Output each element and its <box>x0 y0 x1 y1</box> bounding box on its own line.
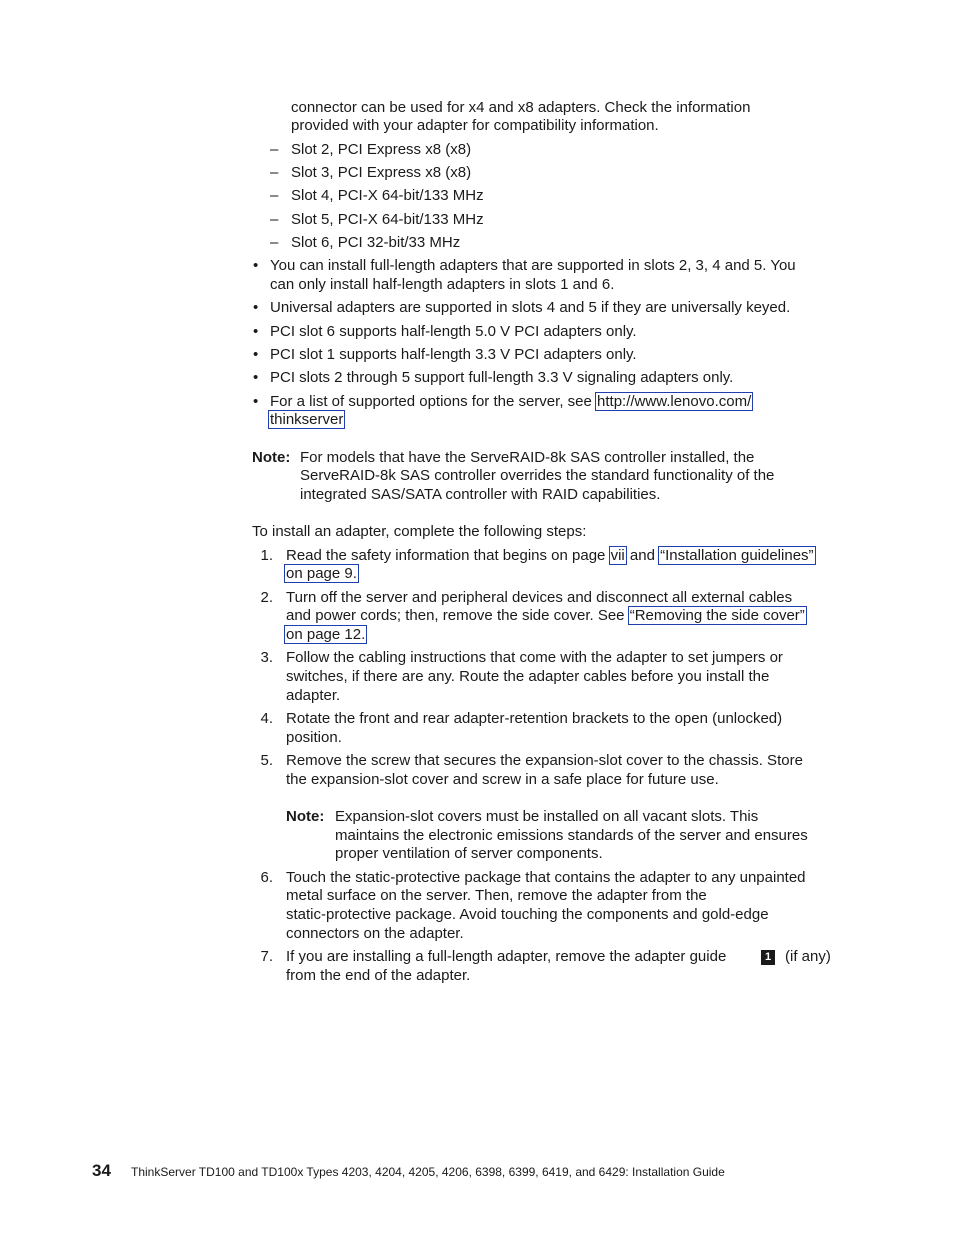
step-text-cont: adapter. <box>286 687 341 704</box>
step-text-cont: metal surface on the server. Then, remove the adapter from the <box>286 887 707 904</box>
slot-item: Slot 3, PCI Express x8 (x8) <box>291 164 472 181</box>
bullet-item: PCI slots 2 through 5 support full-length 3.3 V signaling adapters only. <box>270 369 734 386</box>
callout-number: 1 <box>761 950 775 965</box>
removing-side-cover-page-link[interactable]: on page 12. <box>286 626 366 643</box>
bullet-item: PCI slot 1 supports half-length 3.3 V PCI adapters only. <box>270 346 637 363</box>
step-number: 3. <box>260 649 273 666</box>
bullet-marker: • <box>253 323 259 340</box>
step-text-cont: static-protective package. Avoid touching the components and gold-edge <box>286 906 769 923</box>
note-line: integrated SAS/SATA controller with RAID capabilities. <box>300 486 661 503</box>
bullet-item-cont <box>269 411 344 430</box>
bullet-item-cont: can only install half-length adapters in slots 1 and 6. <box>270 276 615 293</box>
step-number: 7. <box>260 948 273 965</box>
step-text-cont <box>286 607 806 626</box>
note-line: For models that have the ServeRAID-8k SAS controller installed, the <box>300 449 755 466</box>
bullet-marker: • <box>253 393 259 410</box>
note-label: Note: <box>286 808 325 825</box>
step-text: Follow the cabling instructions that come with the adapter to set jumpers or <box>286 649 783 666</box>
bullet-item: Universal adapters are supported in slots 4 and 5 if they are universally keyed. <box>270 299 791 316</box>
note-line: ServeRAID-8k SAS controller overrides the standard functionality of the <box>300 467 775 484</box>
bullet-marker: • <box>253 257 259 274</box>
removing-side-cover-link[interactable]: “Removing the side cover” <box>629 607 805 624</box>
note-line: Expansion-slot covers must be installed on all vacant slots. This <box>335 808 759 825</box>
step-text: If you are installing a full-length adapter, remove the adapter guide <box>286 948 727 965</box>
step-text-cont <box>285 565 358 584</box>
step-number: 2. <box>260 589 273 606</box>
bullet-marker: • <box>253 346 259 363</box>
dash-marker: – <box>270 187 279 204</box>
step-text-part: Read the safety information that begins on page <box>286 547 610 564</box>
step-text-part: and power cords; then, remove the side cover. See <box>286 607 629 624</box>
step-text: Touch the static-protective package that contains the adapter to any unpainted <box>286 869 806 886</box>
bullet-item <box>270 393 752 412</box>
intro-line: provided with your adapter for compatibility information. <box>291 117 659 134</box>
step-text-cont: position. <box>286 729 342 746</box>
safety-page-link[interactable]: vii <box>610 547 625 564</box>
slot-item: Slot 6, PCI 32-bit/33 MHz <box>291 234 461 251</box>
bullet-text: For a list of supported options for the server, see <box>270 393 597 410</box>
dash-marker: – <box>270 234 279 251</box>
step-text-cont: switches, if there are any. Route the adapter cables before you install the <box>286 668 770 685</box>
step-text-cont: from the end of the adapter. <box>286 967 471 984</box>
note-line: proper ventilation of server components. <box>335 845 603 862</box>
slot-item: Slot 5, PCI-X 64-bit/133 MHz <box>291 211 484 228</box>
bullet-item: You can install full-length adapters that are supported in slots 2, 3, 4 and 5. You <box>270 257 796 274</box>
bullet-item: PCI slot 6 supports half-length 5.0 V PCI adapters only. <box>270 323 637 340</box>
note-line: maintains the electronic emissions standards of the server and ensures <box>335 827 808 844</box>
bullet-marker: • <box>253 299 259 316</box>
step-number: 5. <box>260 752 273 769</box>
step-number: 1. <box>260 547 273 564</box>
step-text-cont <box>285 626 366 645</box>
slot-item: Slot 2, PCI Express x8 (x8) <box>291 141 472 158</box>
page-number: 34 <box>92 1161 111 1180</box>
thinkserver-link[interactable]: thinkserver <box>270 411 344 428</box>
dash-marker: – <box>270 211 279 228</box>
slot-item: Slot 4, PCI-X 64-bit/133 MHz <box>291 187 484 204</box>
dash-marker: – <box>270 164 279 181</box>
lenovo-link[interactable]: http://www.lenovo.com/ <box>597 393 752 410</box>
callout-marker <box>761 948 775 967</box>
intro-line: connector can be used for x4 and x8 adapters. Check the information <box>291 99 751 116</box>
step-number: 4. <box>260 710 273 727</box>
step-text: Turn off the server and peripheral devices and disconnect all external cables <box>286 589 793 606</box>
step-text: Rotate the front and rear adapter-retention brackets to the open (unlocked) <box>286 710 783 727</box>
steps-intro: To install an adapter, complete the following steps: <box>252 523 587 540</box>
dash-marker: – <box>270 141 279 158</box>
installation-guidelines-page-link[interactable]: on page 9. <box>286 565 357 582</box>
note-label: Note: <box>252 449 291 466</box>
bullet-marker: • <box>253 369 259 386</box>
step-text-cont: the expansion-slot cover and screw in a safe place for future use. <box>286 771 719 788</box>
step-number: 6. <box>260 869 273 886</box>
step-text-part: and <box>625 547 660 564</box>
installation-guidelines-link[interactable]: “Installation guidelines” <box>660 547 814 564</box>
step-text <box>286 547 815 566</box>
step-text: Remove the screw that secures the expansion-slot cover to the chassis. Store <box>286 752 803 769</box>
footer-title: ThinkServer TD100 and TD100x Types 4203, 4204, 4205, 4206, 6398, 6399, 6419, and 6429: Installation Guide <box>131 1165 725 1179</box>
step-text-part: (if any) <box>785 948 831 965</box>
step-text-cont: connectors on the adapter. <box>286 925 464 942</box>
